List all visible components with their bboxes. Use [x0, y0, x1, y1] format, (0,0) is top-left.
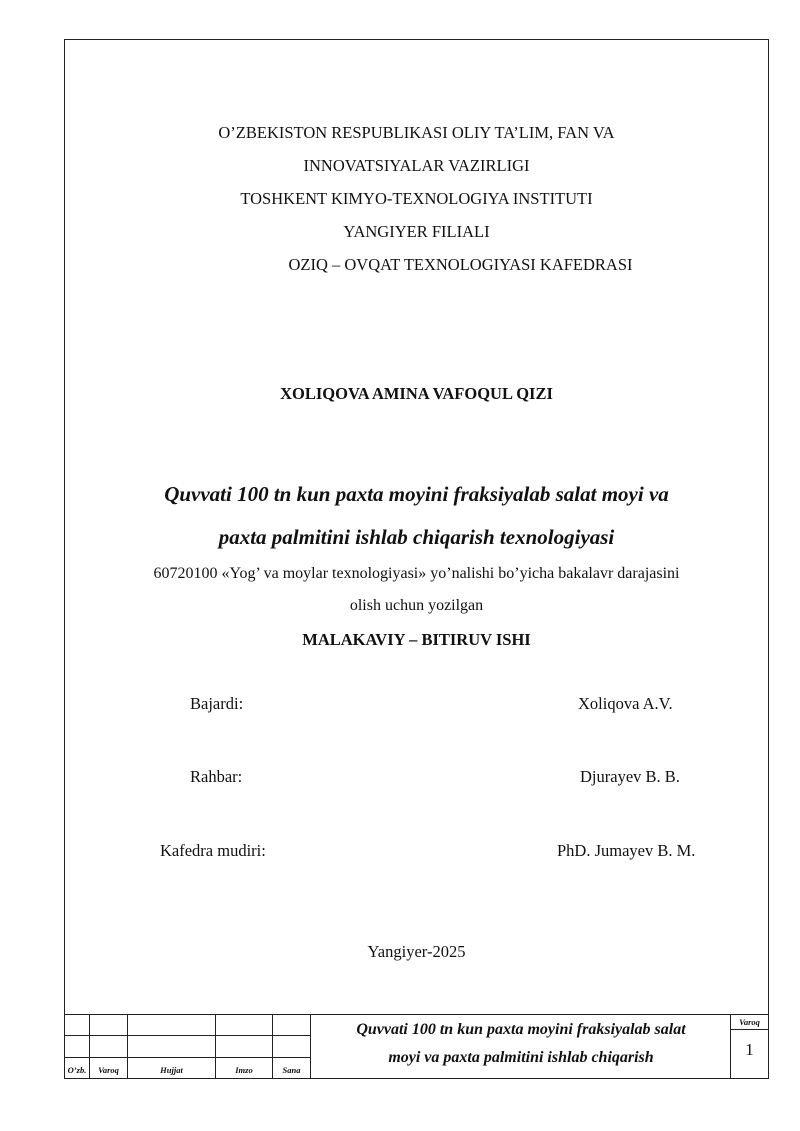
stamp-cell — [215, 1014, 273, 1036]
stamp-col-label: O’zb. — [67, 1065, 87, 1075]
stamp-title-line-2: moyi va paxta palmitini ishlab chiqarish — [388, 1049, 654, 1066]
institute-name: TOSHKENT KIMYO-TEXNOLOGIYA INSTITUTI — [240, 189, 593, 208]
stamp-cell — [89, 1057, 128, 1079]
signature-label-kafedra: Kafedra mudiri: — [160, 841, 266, 860]
signature-value-bajardi: Xoliqova A.V. — [578, 694, 673, 713]
stamp-cell — [127, 1057, 216, 1079]
place-year: Yangiyer-2025 — [367, 942, 466, 961]
stamp-cell — [127, 1035, 216, 1058]
subtitle-line-1: 60720100 «Yog’ va moylar texnologiyasi» yo’nalishi bo’yicha bakalavr darajasini — [153, 565, 680, 582]
work-type: MALAKAVIY – BITIRUV ISHI — [302, 630, 531, 649]
stamp-cell — [64, 1014, 90, 1036]
stamp-cell — [272, 1057, 311, 1079]
stamp-col-label: Hujjat — [160, 1065, 183, 1075]
stamp-col-label: Sana — [282, 1065, 301, 1075]
title-block — [64, 1014, 769, 1079]
signature-value-rahbar: Djurayev B. B. — [580, 767, 680, 786]
signature-value-kafedra: PhD. Jumayev B. M. — [557, 841, 696, 860]
subtitle-line-2: olish uchun yozilgan — [349, 597, 484, 614]
stamp-title — [312, 1014, 730, 1079]
signature-label-rahbar: Rahbar: — [190, 767, 243, 786]
sheet-label: Varoq — [739, 1017, 760, 1027]
stamp-title-line-1: Quvvati 100 tn kun paxta moyini fraksiyalab salat — [356, 1021, 686, 1038]
ministry-line-1: O’ZBEKISTON RESPUBLIKASI OLIY TA’LIM, FAN VA — [218, 123, 615, 142]
stamp-cell — [215, 1057, 273, 1079]
stamp-cell — [272, 1035, 311, 1058]
stamp-col-label: Imzo — [235, 1065, 253, 1075]
stamp-cell — [89, 1035, 128, 1058]
signature-label-bajardi: Bajardi: — [190, 694, 244, 713]
stamp-cell — [215, 1035, 273, 1058]
stamp-cell — [127, 1014, 216, 1036]
topic-line-2: paxta palmitini ishlab chiqarish texnologiyasi — [218, 525, 615, 549]
stamp-cell — [272, 1014, 311, 1036]
stamp-cell — [64, 1035, 90, 1058]
stamp-col-label: Varoq — [98, 1065, 119, 1075]
stamp-cell — [89, 1014, 128, 1036]
department-name: OZIQ – OVQAT TEXNOLOGIYASI KAFEDRASI — [288, 255, 633, 274]
branch-name: YANGIYER FILIALI — [343, 222, 490, 241]
ministry-line-2: INNOVATSIYALAR VAZIRLIGI — [303, 156, 530, 175]
sheet-label-cell — [730, 1014, 769, 1030]
sheet-number: 1 — [745, 1040, 754, 1059]
author-name: XOLIQOVA AMINA VAFOQUL QIZI — [280, 384, 553, 403]
topic-line-1: Quvvati 100 tn kun paxta moyini fraksiyalab salat moyi va — [164, 482, 669, 506]
stamp-cell — [64, 1057, 90, 1079]
